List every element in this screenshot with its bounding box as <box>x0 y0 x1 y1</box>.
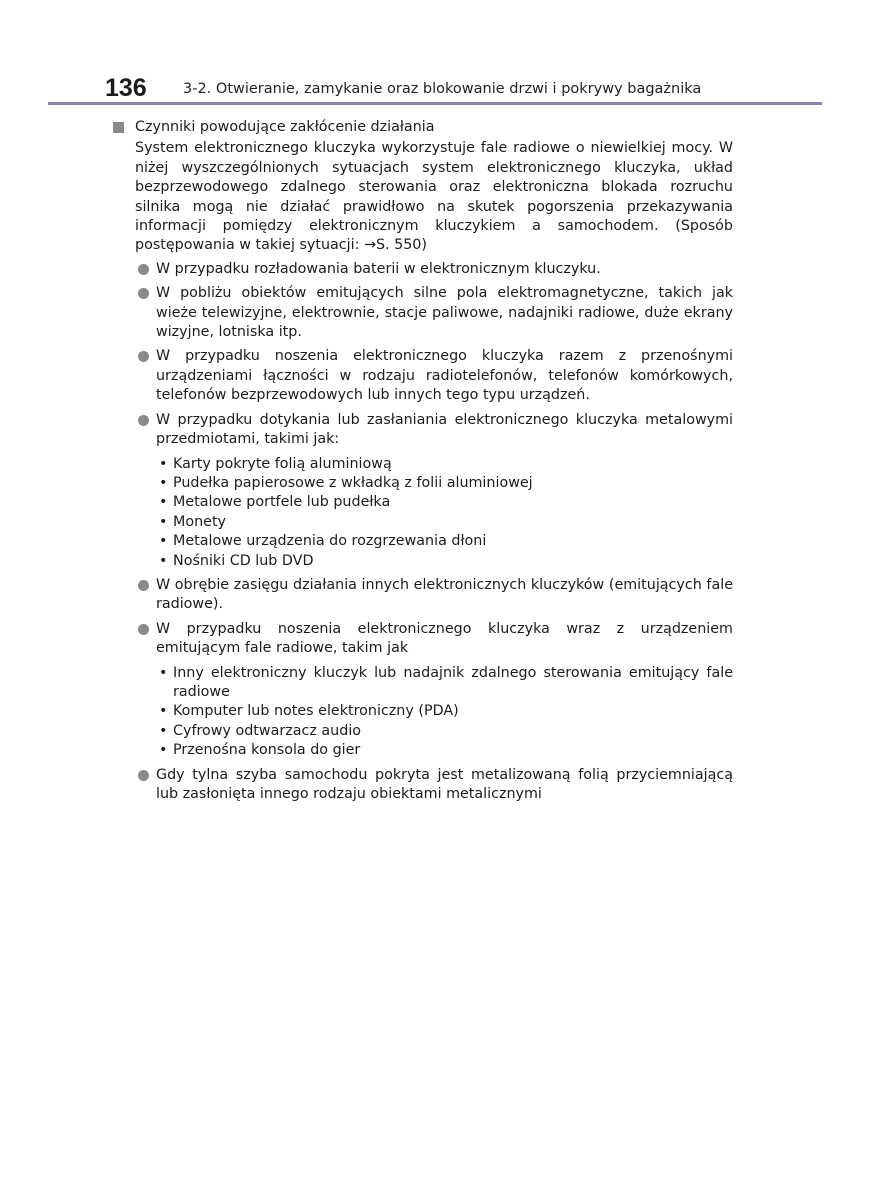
list-item-text: W przypadku noszenia elektronicznego kluczyka razem z przenośnymi urządzeniami łączności w rodzaju radiotelefonów, telefonów komórkowych, telefonów bezprzewodowych lub innych tego typu urządzeń. <box>156 348 733 404</box>
circle-bullet-icon <box>138 770 149 781</box>
square-bullet-icon <box>113 122 124 133</box>
sub-list-item <box>156 532 733 551</box>
list-item <box>113 347 733 405</box>
page-number: 136 <box>105 74 147 102</box>
dot-bullet-icon: • <box>159 455 168 472</box>
list-item-text: W przypadku dotykania lub zasłaniania elektronicznego kluczyka metalowymi przedmiotami, takimi jak: <box>156 411 733 448</box>
dot-bullet-icon: • <box>159 722 168 739</box>
list-item <box>113 284 733 342</box>
list-item <box>113 766 733 805</box>
sub-list-item <box>156 493 733 512</box>
dot-bullet-icon: • <box>159 664 168 681</box>
intro-paragraph: System elektronicznego kluczyka wykorzystuje fale radiowe o niewielkiej mocy. W niżej wyszczególnionych sytuacjach system elektronicznego kluczyka, układ bezprzewodowego zdalnego sterowania oraz elektroniczna blokada rozruchu silnika mogą nie działać prawidłowo na skutek pogorszenia przekazywania informacji pomiędzy elektronicznym kluczykiem a samochodem. (Sposób postępowania w takiej sytuacji: →S. 550) <box>135 140 733 254</box>
dot-bullet-icon: • <box>159 703 168 720</box>
list-item <box>113 620 733 761</box>
sub-list-item <box>156 455 733 474</box>
circle-bullet-icon <box>138 580 149 591</box>
dot-bullet-icon: • <box>159 513 168 530</box>
bullet-list <box>113 260 733 805</box>
list-item-text: W obrębie zasięgu działania innych elektronicznych kluczyków (emitujących fale radiowe). <box>156 576 733 613</box>
list-item-text: W przypadku rozładowania baterii w elektronicznym kluczyku. <box>156 260 601 277</box>
list-item <box>113 411 733 571</box>
circle-bullet-icon <box>138 415 149 426</box>
sub-list-item <box>156 552 733 571</box>
sub-list-item <box>156 513 733 532</box>
dot-bullet-icon: • <box>159 494 168 511</box>
sub-list-item <box>156 474 733 493</box>
circle-bullet-icon <box>138 351 149 362</box>
sub-list-item-text: Pudełka papierosowe z wkładką z folii aluminiowej <box>173 474 533 491</box>
sub-list <box>156 455 733 571</box>
dot-bullet-icon: • <box>159 474 168 491</box>
sub-list-item-text: Metalowe portfele lub pudełka <box>173 494 391 511</box>
circle-bullet-icon <box>138 288 149 299</box>
sub-list-item-text: Cyfrowy odtwarzacz audio <box>173 722 362 739</box>
sub-list <box>156 664 733 761</box>
dot-bullet-icon: • <box>159 533 168 550</box>
sub-list-item-text: Nośniki CD lub DVD <box>173 552 314 569</box>
dot-bullet-icon: • <box>159 742 168 759</box>
list-item-text: W przypadku noszenia elektronicznego kluczyka wraz z urządzeniem emitującym fale radiowe, takim jak <box>156 620 733 657</box>
sub-list-item-text: Monety <box>173 513 227 530</box>
list-item-text: W pobliżu obiektów emitujących silne pola elektromagnetyczne, takich jak wieże telewizyjne, elektrownie, stacje paliwowe, nadajniki radiowe, duże ekrany wizyjne, lotniska itp. <box>156 285 733 341</box>
section-heading-text: Czynniki powodujące zakłócenie działania <box>135 119 435 135</box>
sub-list-item-text: Komputer lub notes elektroniczny (PDA) <box>173 703 459 720</box>
page-header <box>105 74 822 104</box>
sub-list-item-text: Przenośna konsola do gier <box>173 742 361 759</box>
section-heading <box>113 118 733 137</box>
list-item-text: Gdy tylna szyba samochodu pokryta jest metalizowaną folią przyciemniającą lub zasłonięta innego rodzaju obiektami metalicznymi <box>156 766 733 802</box>
sub-list-item <box>156 702 733 721</box>
circle-bullet-icon <box>138 264 149 275</box>
sub-list-item <box>156 722 733 741</box>
sub-list-item-text: Inny elektroniczny kluczyk lub nadajnik zdalnego sterowania emitujący fale radiowe <box>173 664 733 700</box>
header-divider <box>48 102 822 105</box>
section <box>113 118 733 809</box>
circle-bullet-icon <box>138 624 149 635</box>
sub-list-item <box>156 664 733 703</box>
chapter-title: 3-2. Otwieranie, zamykanie oraz blokowanie drzwi i pokrywy bagażnika <box>183 81 702 97</box>
sub-list-item <box>156 741 733 760</box>
dot-bullet-icon: • <box>159 552 168 569</box>
sub-list-item-text: Karty pokryte folią aluminiową <box>173 455 392 472</box>
list-item <box>113 260 733 279</box>
sub-list-item-text: Metalowe urządzenia do rozgrzewania dłoni <box>173 533 487 550</box>
list-item <box>113 576 733 615</box>
